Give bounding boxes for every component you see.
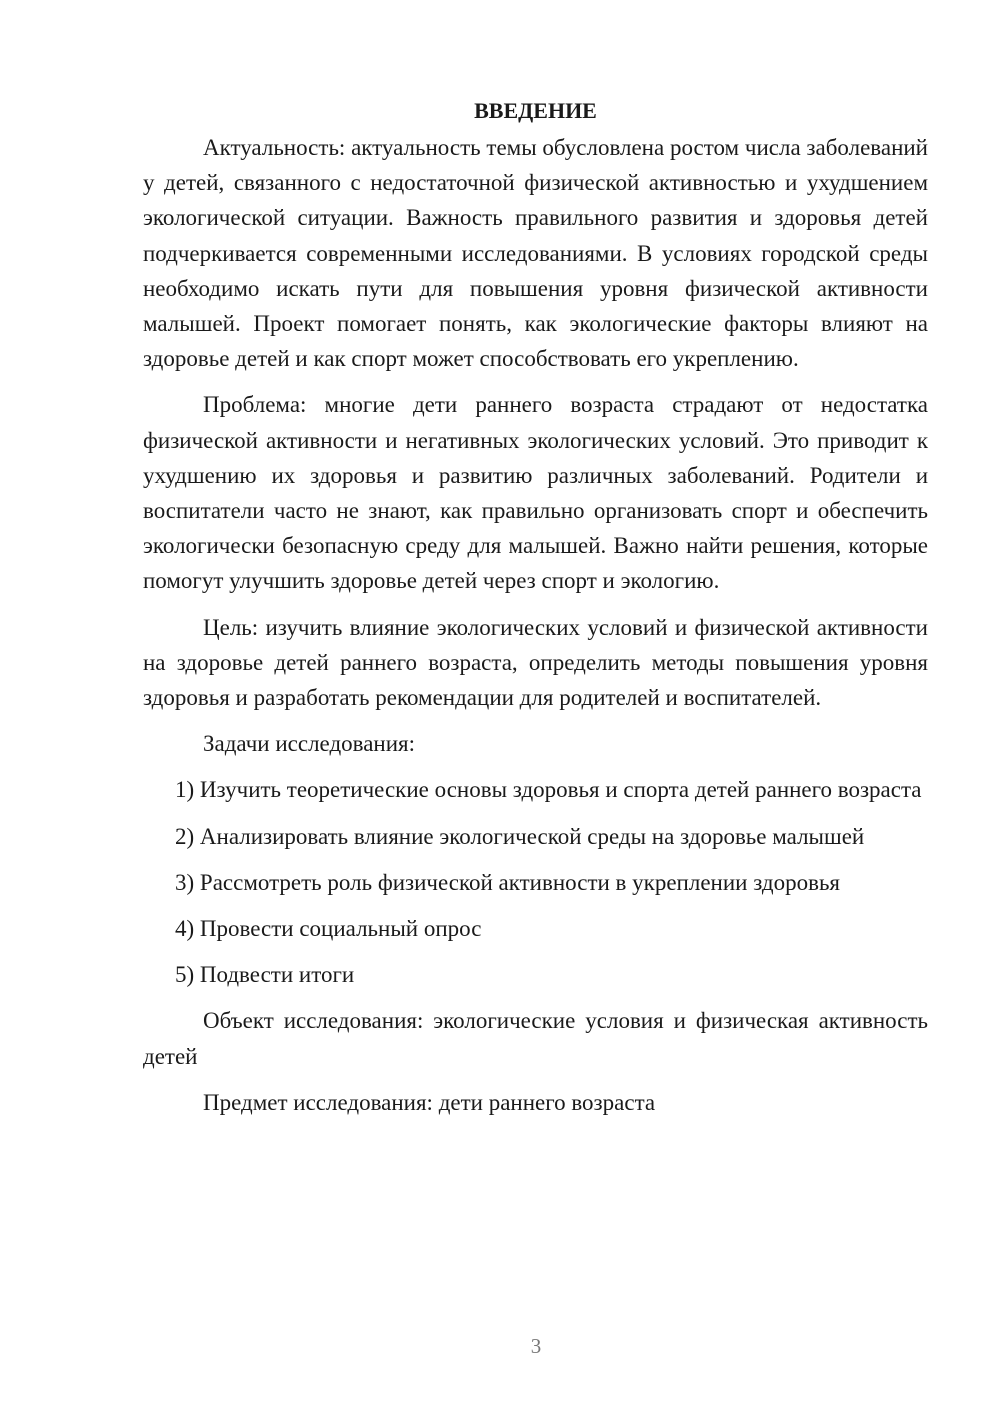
paragraph-relevance: Актуальность: актуальность темы обусловлена ростом числа заболеваний у детей, связанного с недостаточной физической активностью и ухудшением экологической ситуации. Важность правильного развития и здоровья детей подчеркивается современными исследованиями. В условиях городской среды необходимо искать пути для повышения уровня физической активности малышей. Проект помогает понять, как экологические факторы влияют на здоровье детей и как спорт может способствовать его укреплению. <box>143 135 928 372</box>
tasks-heading: Задачи исследования: <box>203 731 416 757</box>
paragraph-object: Объект исследования: экологические условия и физическая активность детей <box>143 1008 928 1069</box>
task-item-4: 4) Провести социальный опрос <box>175 916 482 942</box>
paragraph-subject: Предмет исследования: дети раннего возраста <box>203 1089 656 1115</box>
paragraph-problem: Проблема: многие дети раннего возраста страдают от недостатка физической активности и негативных экологических условий. Это приводит к ухудшению их здоровья и развитию различных заболеваний. Родители и воспитатели часто не знают, как правильно организовать спорт и обеспечить экологически безопасную среду для малышей. Важно найти решения, которые помогут улучшить здоровье детей через спорт и экологию. <box>143 392 928 594</box>
task-item-2: 2) Анализировать влияние экологической среды на здоровье малышей <box>175 823 865 849</box>
section-title: ВВЕДЕНИЕ <box>474 98 597 123</box>
page-number: 3 <box>530 1334 542 1358</box>
task-item-5: 5) Подвести итоги <box>175 962 355 988</box>
paragraph-goal: Цель: изучить влияние экологических условий и физической активности на здоровье детей раннего возраста, определить методы повышения уровня здоровья и разработать рекомендации для родителей и воспитателей. <box>143 614 928 711</box>
task-item-3: 3) Рассмотреть роль физической активности в укреплении здоровья <box>175 869 841 895</box>
page-content <box>143 93 928 1131</box>
task-item-1: 1) Изучить теоретические основы здоровья и спорта детей раннего возраста <box>175 777 922 803</box>
